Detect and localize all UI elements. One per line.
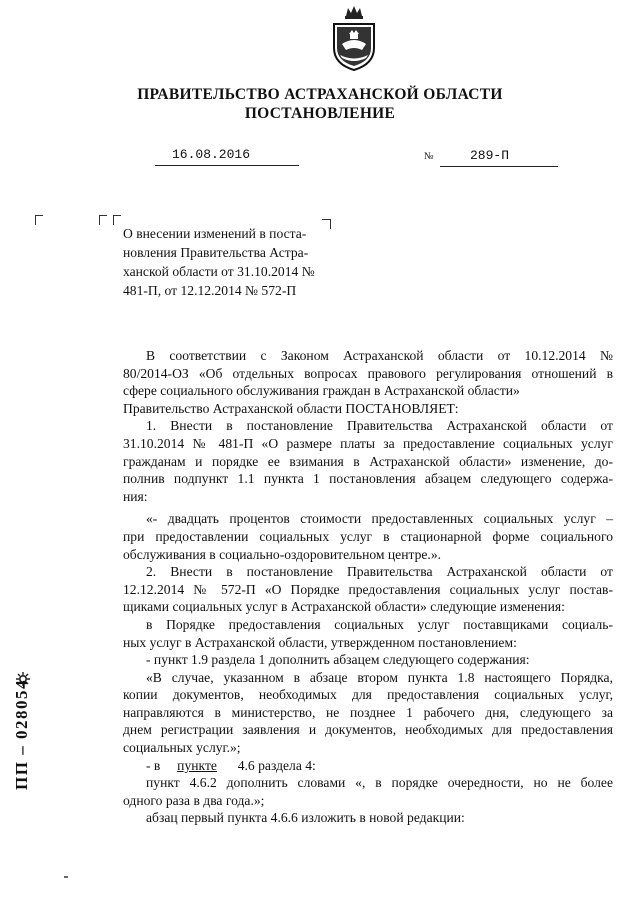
government-title: ПРАВИТЕЛЬСТВО АСТРАХАНСКОЙ ОБЛАСТИ bbox=[137, 86, 503, 103]
body-line: социальных услуг.»; bbox=[123, 740, 241, 756]
body-line: 80/2014-ОЗ «Об отдельных вопросах правового регулирования отношений в bbox=[123, 365, 613, 381]
document-number: 289-П bbox=[470, 148, 510, 163]
left-margin-bracket bbox=[35, 215, 43, 225]
body-line: полнив подпункт 1.1 пункта 1 постановления абзацем следующего содержа- bbox=[123, 471, 613, 487]
body-fragment: - в bbox=[146, 757, 161, 773]
body-line: абзац первый пункта 4.6.6 изложить в новой редакции: bbox=[146, 810, 465, 826]
body-line: Правительство Астраханской области ПОСТАНОВЛЯЕТ: bbox=[123, 400, 459, 416]
document-type-title: ПОСТАНОВЛЕНИЕ bbox=[244, 105, 396, 122]
subject-line: новления Правительства Астра- bbox=[123, 245, 309, 260]
coat-of-arms-emblem bbox=[326, 4, 382, 72]
margin-mark bbox=[64, 876, 68, 878]
body-line: обслуживания в социально-оздоровительном центре.». bbox=[123, 546, 442, 562]
body-line: днем регистрации заявления и документов, необходимых для предоставления bbox=[123, 722, 613, 738]
body-line: - пункт 1.9 раздела 1 дополнить абзацем следующего содержания: bbox=[146, 652, 530, 668]
body-line: «- двадцать процентов стоимости предоставленных социальных услуг – bbox=[146, 511, 613, 527]
number-sign: № bbox=[424, 151, 434, 162]
subject-bracket-left-outer bbox=[99, 215, 107, 225]
subject-line: О внесении изменений в поста- bbox=[123, 226, 307, 241]
body-line: 1. Внести в постановление Правительства Астраханской области от bbox=[146, 418, 613, 434]
body-line: В соответствии с Законом Астраханской области от 10.12.2014 № bbox=[146, 348, 613, 363]
body-line: при предоставлении социальных услуг в стационарной форме социального bbox=[123, 528, 613, 544]
body-line: 31.10.2014 № 481-П «О размере платы за предоставление социальных услуг bbox=[123, 435, 613, 451]
body-line: копии документов, необходимых для предоставления социальных услуг, bbox=[123, 687, 613, 703]
body-line: 2. Внести в постановление Правительства Астраханской области от bbox=[146, 564, 613, 580]
body-line: пункт 4.6.2 дополнить словами «, в порядке очередности, но не более bbox=[146, 775, 613, 791]
body-fragment: пункте bbox=[177, 757, 217, 773]
body-line: направляются в министерство, не позднее 1 рабочего дня, следующего за bbox=[123, 704, 613, 720]
form-serial-number: ПП – 028054 bbox=[12, 679, 31, 790]
body-fragment: 4.6 раздела 4: bbox=[237, 757, 316, 773]
subject-bracket-left-inner bbox=[113, 215, 121, 225]
subject-line: ханской области от 31.10.2014 № bbox=[123, 264, 315, 279]
body-line: «В случае, указанном в абзаце втором пункта 1.8 настоящего Порядка, bbox=[146, 669, 613, 685]
document-body bbox=[123, 347, 613, 827]
body-line: ния: bbox=[123, 488, 148, 504]
document-subject bbox=[123, 224, 333, 300]
body-line: в Порядке предоставления социальных услуг поставщиками социаль- bbox=[146, 616, 613, 632]
body-line bbox=[123, 757, 613, 775]
body-line: сфере социального обслуживания граждан в Астраханской области» bbox=[123, 383, 520, 399]
body-line: одного раза в два года.»; bbox=[123, 792, 265, 808]
date-underline bbox=[155, 165, 299, 166]
document-date: 16.08.2016 bbox=[172, 147, 251, 162]
body-line: ных услуг в Астраханской области, утвержденном постановлением: bbox=[123, 634, 517, 650]
body-line: щиками социальных услуг в Астраханской области» следующие изменения: bbox=[123, 599, 565, 615]
number-underline bbox=[440, 166, 558, 167]
subject-line: 481-П, от 12.12.2014 № 572-П bbox=[123, 283, 297, 298]
body-line: 12.12.2014 № 572-П «О Порядке предоставления социальных услуг постав- bbox=[123, 581, 613, 597]
body-line: гражданам и порядке ее взимания в Астраханской области» изменение, до- bbox=[123, 453, 613, 469]
